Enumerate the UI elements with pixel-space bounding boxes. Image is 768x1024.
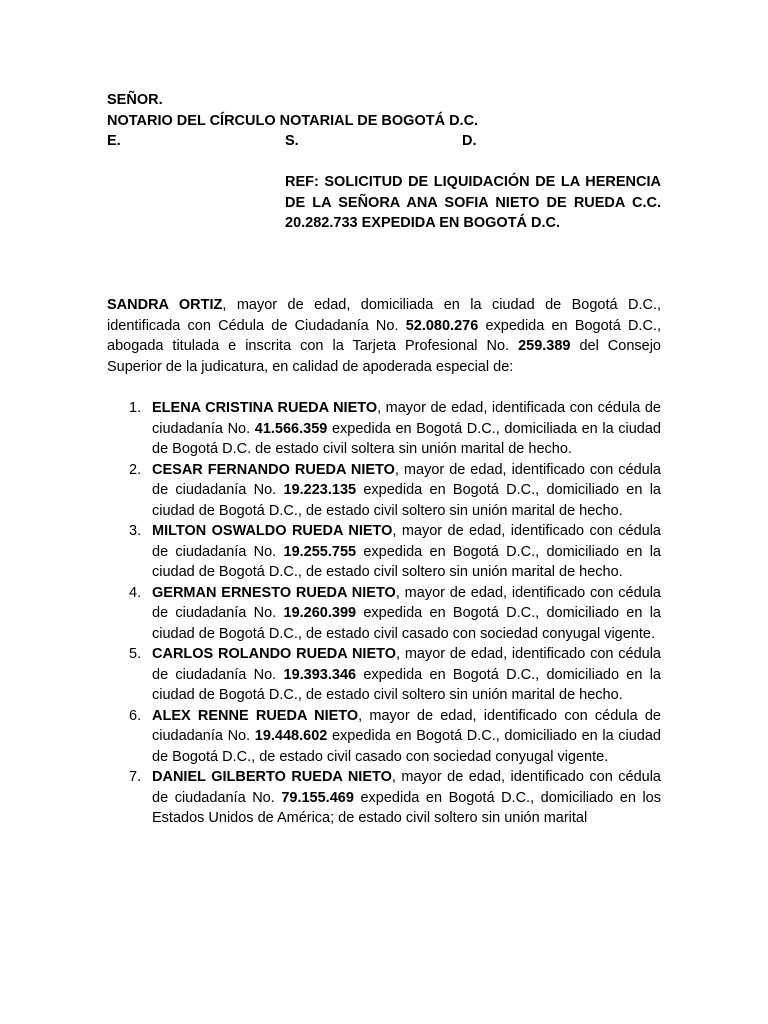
list-number: 6. (129, 707, 142, 724)
heir-text-pre: , mayor de edad, identificado con cédula de ciudadanía No. (152, 707, 661, 744)
heir-text-post: expedida en Bogotá D.C., domiciliado en la ciudad de Bogotá D.C., de estado civil soltero sin unión marital de hecho. (152, 543, 661, 580)
heir-text-pre: , mayor de edad, identificado con cédula de ciudadanía No. (152, 584, 661, 621)
list-number: 7. (129, 769, 142, 785)
list-number: 5. (129, 646, 142, 662)
attorney-cc: 52.080.276 (405, 317, 479, 334)
heir-text-post: expedida en Bogotá D.C., domiciliada en la ciudad de Bogotá D.C. de estado civil soltera sin unión marital de hecho. (152, 420, 661, 457)
list-item (107, 644, 661, 706)
list-item (107, 706, 661, 768)
list-item (107, 398, 661, 460)
list-item (107, 583, 661, 645)
heir-text-post: expedida en Bogotá D.C., domiciliado en la ciudad de Bogotá D.C., de estado civil casado con sociedad conyugal vigente. (152, 728, 661, 765)
list-number: 2. (129, 461, 142, 478)
salutation: SEÑOR. (107, 92, 163, 108)
intro-text-2: expedida en Bogotá D.C., abogada titulada e inscrita con la Tarjeta Profesional No. (107, 317, 661, 354)
heir-cc: 19.255.755 (283, 543, 357, 560)
esd-s: S. (285, 133, 299, 149)
heir-text-post: expedida en Bogotá D.C., domiciliado en los Estados Unidos de América; de estado civil soltero sin unión marital (152, 789, 661, 826)
esd-d: D. (462, 133, 477, 149)
list-number: 4. (129, 584, 142, 601)
list-item (107, 521, 661, 583)
heir-text-post: expedida en Bogotá D.C., domiciliado en la ciudad de Bogotá D.C., de estado civil soltero sin unión marital de hecho. (152, 666, 661, 703)
list-item (107, 460, 661, 522)
recipient-title: NOTARIO DEL CÍRCULO NOTARIAL DE BOGOTÁ D.C. (107, 112, 479, 129)
heir-text-post: expedida en Bogotá D.C., domiciliado en la ciudad de Bogotá D.C., de estado civil soltero sin unión marital de hecho. (152, 482, 661, 519)
list-number: 3. (129, 523, 142, 539)
heir-name: DANIEL GILBERTO RUEDA NIETO (152, 769, 392, 785)
heir-name: ELENA CRISTINA RUEDA NIETO (152, 400, 378, 416)
heir-text-post: expedida en Bogotá D.C., domiciliado en la ciudad de Bogotá D.C., de estado civil casado con sociedad conyugal vigente. (152, 605, 661, 642)
heir-name: CARLOS ROLANDO RUEDA NIETO (152, 646, 396, 662)
heir-name: GERMAN ERNESTO RUEDA NIETO (152, 584, 396, 601)
heir-name: CESAR FERNANDO RUEDA NIETO (152, 461, 395, 478)
intro-text-1: , mayor de edad, domiciliada en la ciudad de Bogotá D.C., identificada con Cédula de Ciudadanía No. (107, 297, 662, 334)
heir-text-pre: , mayor de edad, identificado con cédula de ciudadanía No. (152, 769, 661, 806)
heir-text-pre: , mayor de edad, identificado con cédula de ciudadanía No. (152, 461, 661, 498)
esd-row (107, 131, 667, 152)
heir-cc: 79.155.469 (281, 789, 354, 806)
heir-text-pre: , mayor de edad, identificada con cédula de ciudadanía No. (152, 400, 661, 437)
heir-text-pre: , mayor de edad, identificado con cédula de ciudadanía No. (152, 523, 661, 560)
heirs-list (107, 398, 661, 829)
list-number: 1. (129, 400, 142, 416)
reference-block: REF: SOLICITUD DE LIQUIDACIÓN DE LA HERENCIA DE LA SEÑORA ANA SOFIA NIETO DE RUEDA C.C. 20.282.733 EXPEDIDA EN BOGOTÁ D.C. (285, 174, 661, 231)
addressee-block (107, 90, 667, 152)
intro-text-3: del Consejo Superior de la judicatura, en calidad de apoderada especial de: (107, 338, 661, 375)
heir-cc: 41.566.359 (254, 420, 328, 437)
attorney-tp: 259.389 (518, 338, 571, 354)
heir-text-pre: , mayor de edad, identificado con cédula de ciudadanía No. (152, 646, 661, 683)
heir-cc: 19.223.135 (283, 482, 357, 498)
heir-cc: 19.393.346 (283, 666, 357, 683)
intro-paragraph (107, 295, 661, 377)
heir-name: ALEX RENNE RUEDA NIETO (152, 707, 359, 724)
list-item (107, 767, 661, 829)
heir-name: MILTON OSWALDO RUEDA NIETO (152, 523, 393, 539)
attorney-name: SANDRA ORTIZ (107, 297, 223, 313)
heir-cc: 19.260.399 (283, 605, 357, 621)
heir-cc: 19.448.602 (254, 728, 328, 744)
esd-e: E. (107, 133, 121, 149)
